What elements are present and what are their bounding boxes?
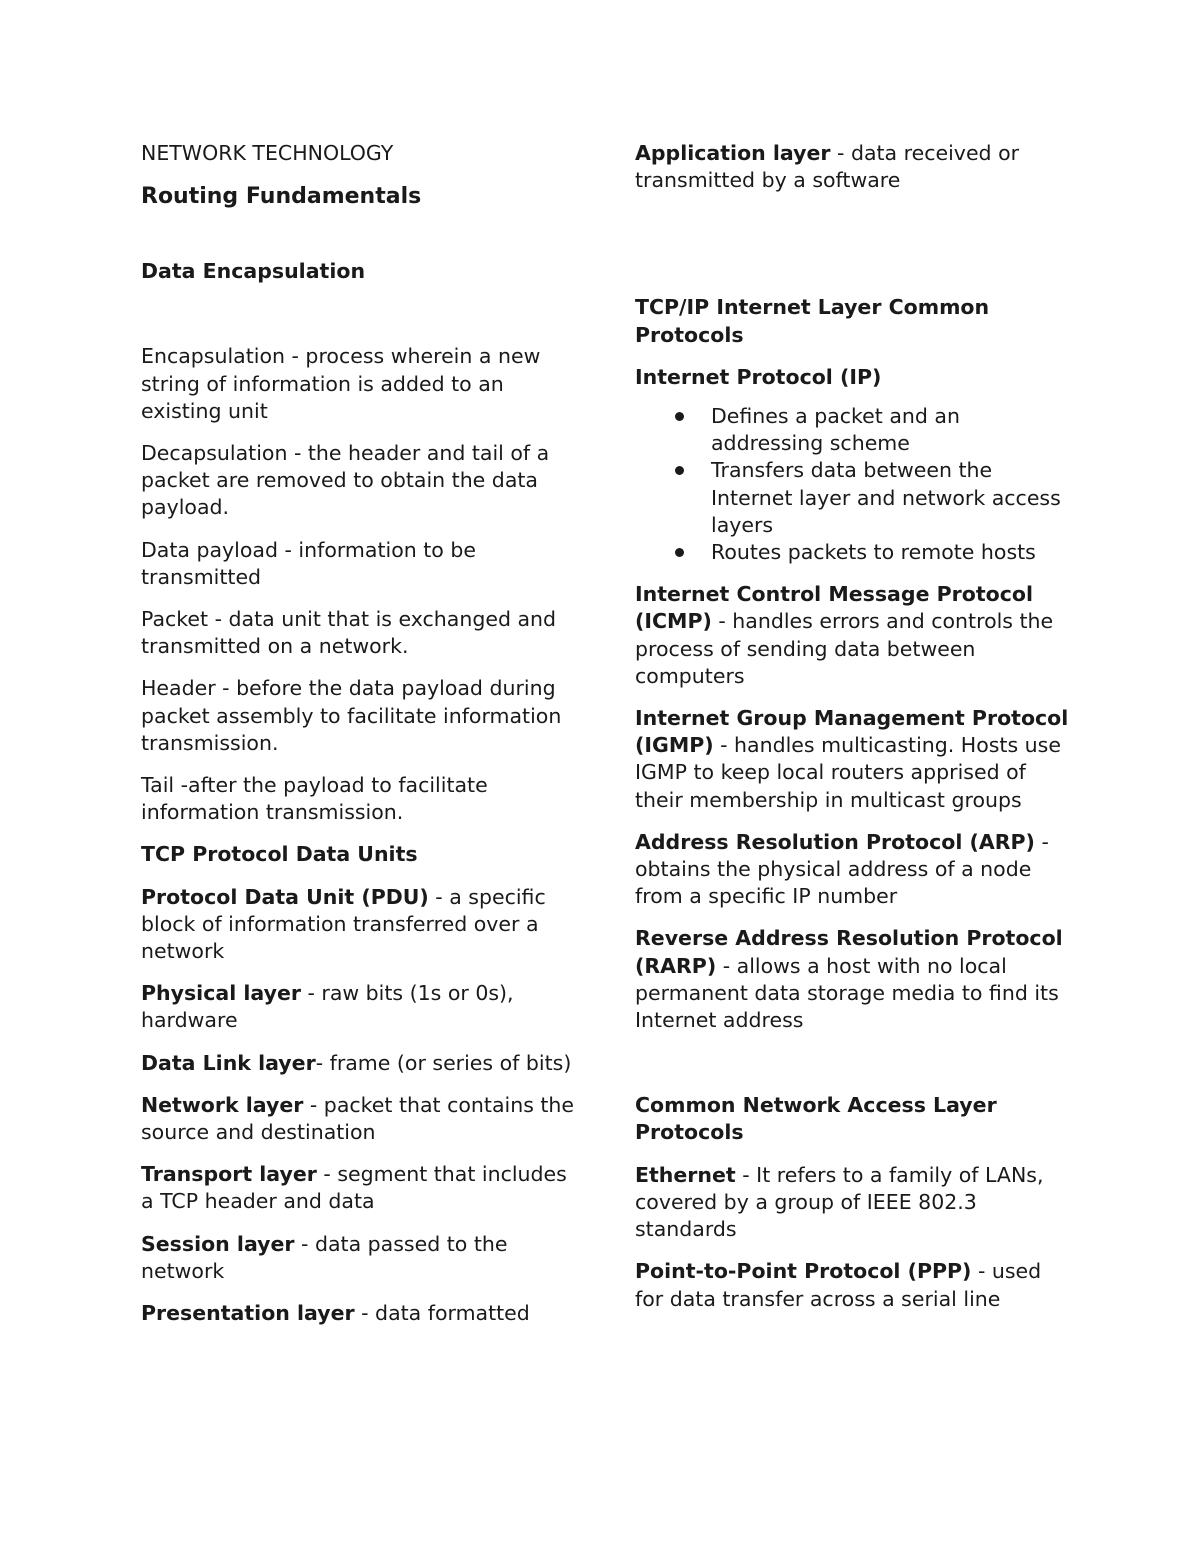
course-label: NETWORK TECHNOLOGY — [141, 141, 394, 165]
layer-definition: - data received or transmitted by a software — [635, 141, 1020, 193]
list-item — [635, 403, 1075, 457]
term-definition: -after the payload to facilitate information transmission. — [141, 773, 488, 825]
layer-term: Physical layer — [141, 981, 301, 1006]
layer-definition: - a specific block of information transferred over a network — [141, 884, 546, 964]
layer-network — [141, 1092, 581, 1146]
protocol-definition: - It refers to a family of LANs, covered by a group of IEEE 802.3 standards — [635, 1162, 1044, 1242]
term-data-payload — [141, 537, 581, 591]
right-column — [635, 140, 1075, 1328]
layer-term: Presentation layer — [141, 1301, 355, 1326]
term-definition: - before the data payload during packet assembly to facilitate information transmission. — [141, 676, 562, 755]
bullet-text: Routes packets to remote hosts — [711, 540, 1036, 565]
layer-definition: - frame (or series of bits) — [315, 1050, 572, 1075]
layer-definition: - raw bits (1s or 0s), hardware — [141, 981, 514, 1033]
term-definition: - data unit that is exchanged and transmitted on a network. — [141, 607, 557, 659]
term-label: Tail — [141, 773, 175, 798]
protocol-definition: - handles multicasting. Hosts use IGMP to keep local routers apprised of their membership in multicast groups — [635, 733, 1061, 812]
layer-term: Protocol Data Unit (PDU) — [141, 884, 429, 909]
protocol-term: Internet Group Management Protocol (IGMP) — [635, 706, 1069, 758]
bullet-text: Defines a packet and an addressing scheme — [711, 404, 960, 456]
layer-transport — [141, 1161, 581, 1215]
layer-physical — [141, 980, 581, 1034]
protocol-term: Ethernet — [635, 1162, 736, 1187]
layer-definition: - data passed to the network — [141, 1231, 508, 1283]
term-label: Packet — [141, 607, 209, 632]
layer-definition: - segment that includes a TCP header and data — [141, 1162, 567, 1214]
protocol-definition: - used for data transfer across a serial line — [635, 1259, 1042, 1311]
protocol-term: Point-to-Point Protocol (PPP) — [635, 1259, 972, 1284]
ip-title: Internet Protocol (IP) — [635, 364, 882, 389]
section-heading-network-access: Common Network Access Layer Protocols — [635, 1093, 997, 1145]
protocol-arp — [635, 829, 1075, 911]
layer-term: Application layer — [635, 141, 831, 165]
layer-term: Session layer — [141, 1231, 295, 1256]
protocol-term: Internet Control Message Protocol (ICMP) — [635, 582, 1033, 634]
protocol-ppp — [635, 1258, 1075, 1312]
term-decapsulation — [141, 440, 581, 522]
term-label: Decapsulation — [141, 441, 288, 466]
section-heading-tcp-pdu: TCP Protocol Data Units — [141, 842, 418, 867]
layer-application — [635, 140, 1075, 194]
ip-bullet-list — [635, 403, 1075, 566]
term-header — [141, 675, 581, 757]
layer-definition: - data formatted — [354, 1301, 530, 1326]
term-definition: - information to be transmitted — [141, 537, 476, 589]
bullet-icon — [675, 412, 684, 421]
term-encapsulation — [141, 343, 581, 425]
protocol-igmp — [635, 705, 1075, 814]
protocol-ethernet — [635, 1162, 1075, 1244]
left-column — [141, 140, 581, 1342]
protocol-definition: - handles errors and controls the process of sending data between computers — [635, 609, 1054, 688]
section-heading-internet-layer: TCP/IP Internet Layer Common Protocols — [635, 295, 990, 347]
list-item — [635, 457, 1075, 539]
protocol-definition: - allows a host with no local permanent data storage media to find its Internet address — [635, 953, 1059, 1033]
term-tail — [141, 772, 581, 826]
protocol-icmp — [635, 581, 1075, 690]
page-title: Routing Fundamentals — [141, 184, 422, 210]
layer-pdu — [141, 884, 581, 966]
term-definition: - the header and tail of a packet are removed to obtain the data payload. — [141, 441, 550, 520]
layer-data-link — [141, 1050, 581, 1077]
layer-term: Data Link layer — [141, 1050, 316, 1075]
term-definition: - process wherein a new string of information is added to an existing unit — [141, 344, 541, 423]
list-item — [635, 539, 1075, 566]
protocol-term: Address Resolution Protocol (ARP) — [635, 829, 1035, 854]
layer-presentation — [141, 1300, 581, 1327]
protocol-rarp — [635, 925, 1075, 1034]
section-heading-data-encapsulation: Data Encapsulation — [141, 259, 366, 284]
term-label: Encapsulation — [141, 344, 285, 369]
term-label: Data payload — [141, 537, 278, 562]
term-label: Header — [141, 676, 216, 701]
protocol-term: Reverse Address Resolution Protocol (RARP) — [635, 926, 1063, 978]
layer-definition: - packet that contains the source and destination — [141, 1092, 575, 1145]
bullet-text: Transfers data between the Internet layer and network access layers — [711, 458, 1061, 537]
layer-term: Transport layer — [141, 1162, 317, 1187]
protocol-definition: - obtains the physical address of a node from a specific IP number — [635, 829, 1049, 909]
layer-term: Network layer — [141, 1092, 304, 1117]
layer-session — [141, 1231, 581, 1285]
bullet-icon — [675, 466, 684, 475]
term-packet — [141, 606, 581, 660]
bullet-icon — [675, 548, 684, 557]
